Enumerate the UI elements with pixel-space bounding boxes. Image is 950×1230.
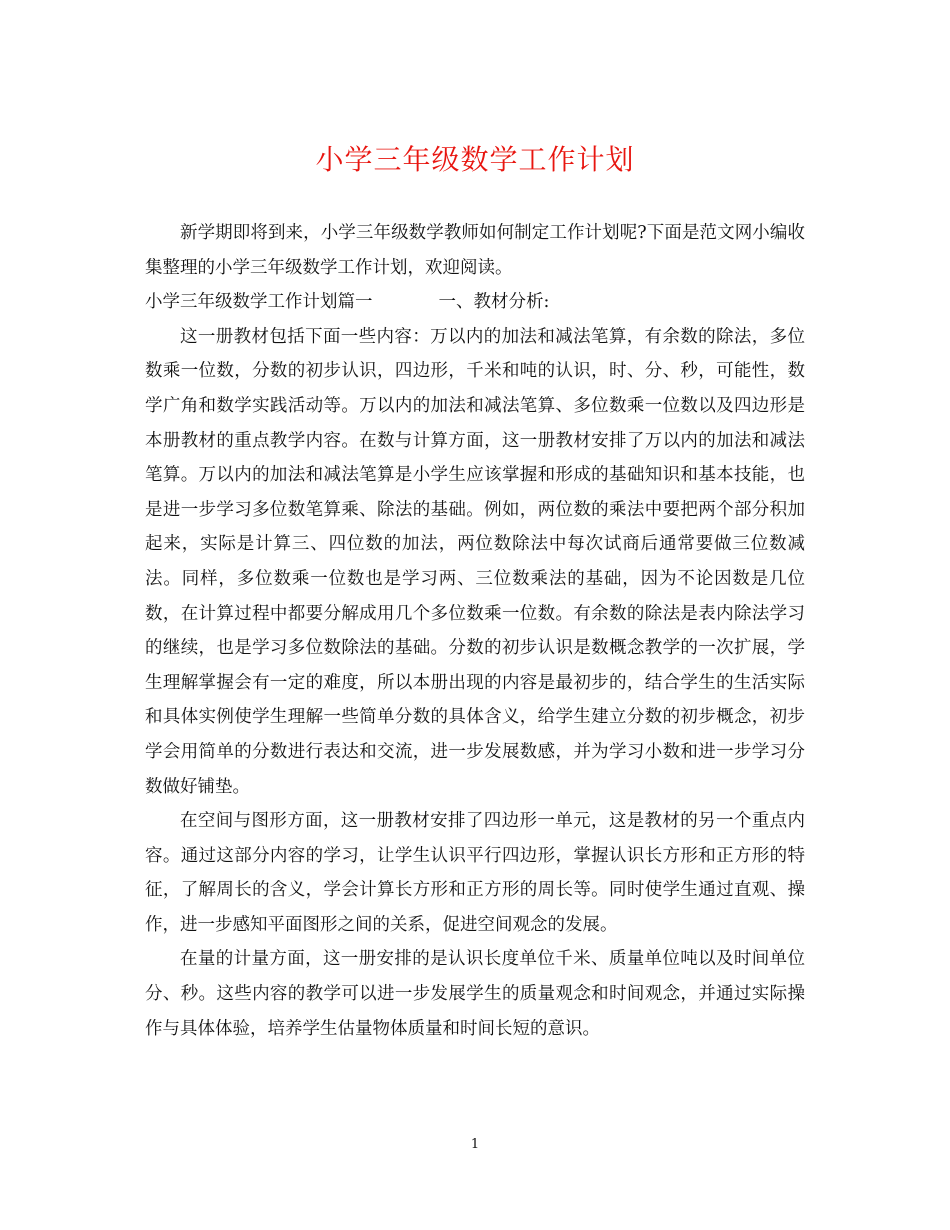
section-heading-line	[145, 285, 805, 320]
document-title: 小学三年级数学工作计划	[315, 143, 635, 176]
section-heading: 小学三年级数学工作计划篇一	[145, 292, 373, 313]
page-number: 1	[470, 1137, 480, 1152]
intro-paragraph: 新学期即将到来，小学三年级数学教师如何制定工作计划呢?下面是范文网小编收集整理的小学三年级数学工作计划，欢迎阅读。	[145, 223, 805, 278]
document-body	[145, 216, 805, 1046]
body-paragraph-1: 这一册教材包括下面一些内容：万以内的加法和减法笔算，有余数的除法，多位数乘一位数，分数的初步认识，四边形，千米和吨的认识，时、分、秒，可能性，数学广角和数学实践活动等。万以内的加法和减法笔算、多位数乘一位数以及四边形是本册教材的重点教学内容。在数与计算方面，这一册教材安排了万以内的加法和减法笔算。万以内的加法和减法笔算是小学生应该掌握和形成的基础知识和基本技能，也是进一步学习多位数笔算乘、除法的基础。例如，两位数的乘法中要把两个部分积加起来，实际是计算三、四位数的加法，两位数除法中每次试商后通常要做三位数减法。同样，多位数乘一位数也是学习两、三位数乘法的基础，因为不论因数是几位数，在计算过程中都要分解成用几个多位数乘一位数。有余数的除法是表内除法学习的继续，也是学习多位数除法的基础。分数的初步认识是数概念教学的一次扩展，学生理解掌握会有一定的难度，所以本册出现的内容是最初步的，结合学生的生活实际和具体实例使学生理解一些简单分数的具体含义，给学生建立分数的初步概念，初步学会用简单的分数进行表达和交流，进一步发展数感，并为学习小数和进一步学习分数做好铺垫。	[145, 326, 805, 797]
body-paragraph-2: 在空间与图形方面，这一册教材安排了四边形一单元，这是教材的另一个重点内容。通过这部分内容的学习，让学生认识平行四边形，掌握认识长方形和正方形的特征，了解周长的含义，学会计算长方形和正方形的周长等。同时使学生通过直观、操作，进一步感知平面图形之间的关系，促进空间观念的发展。	[145, 811, 805, 935]
section-subheading: 一、教材分析:	[438, 292, 550, 313]
body-paragraph-3: 在量的计量方面，这一册安排的是认识长度单位千米、质量单位吨以及时间单位分、秒。这些内容的教学可以进一步发展学生的质量观念和时间观念，并通过实际操作与具体体验，培养学生估量物体质量和时间长短的意识。	[145, 949, 805, 1039]
